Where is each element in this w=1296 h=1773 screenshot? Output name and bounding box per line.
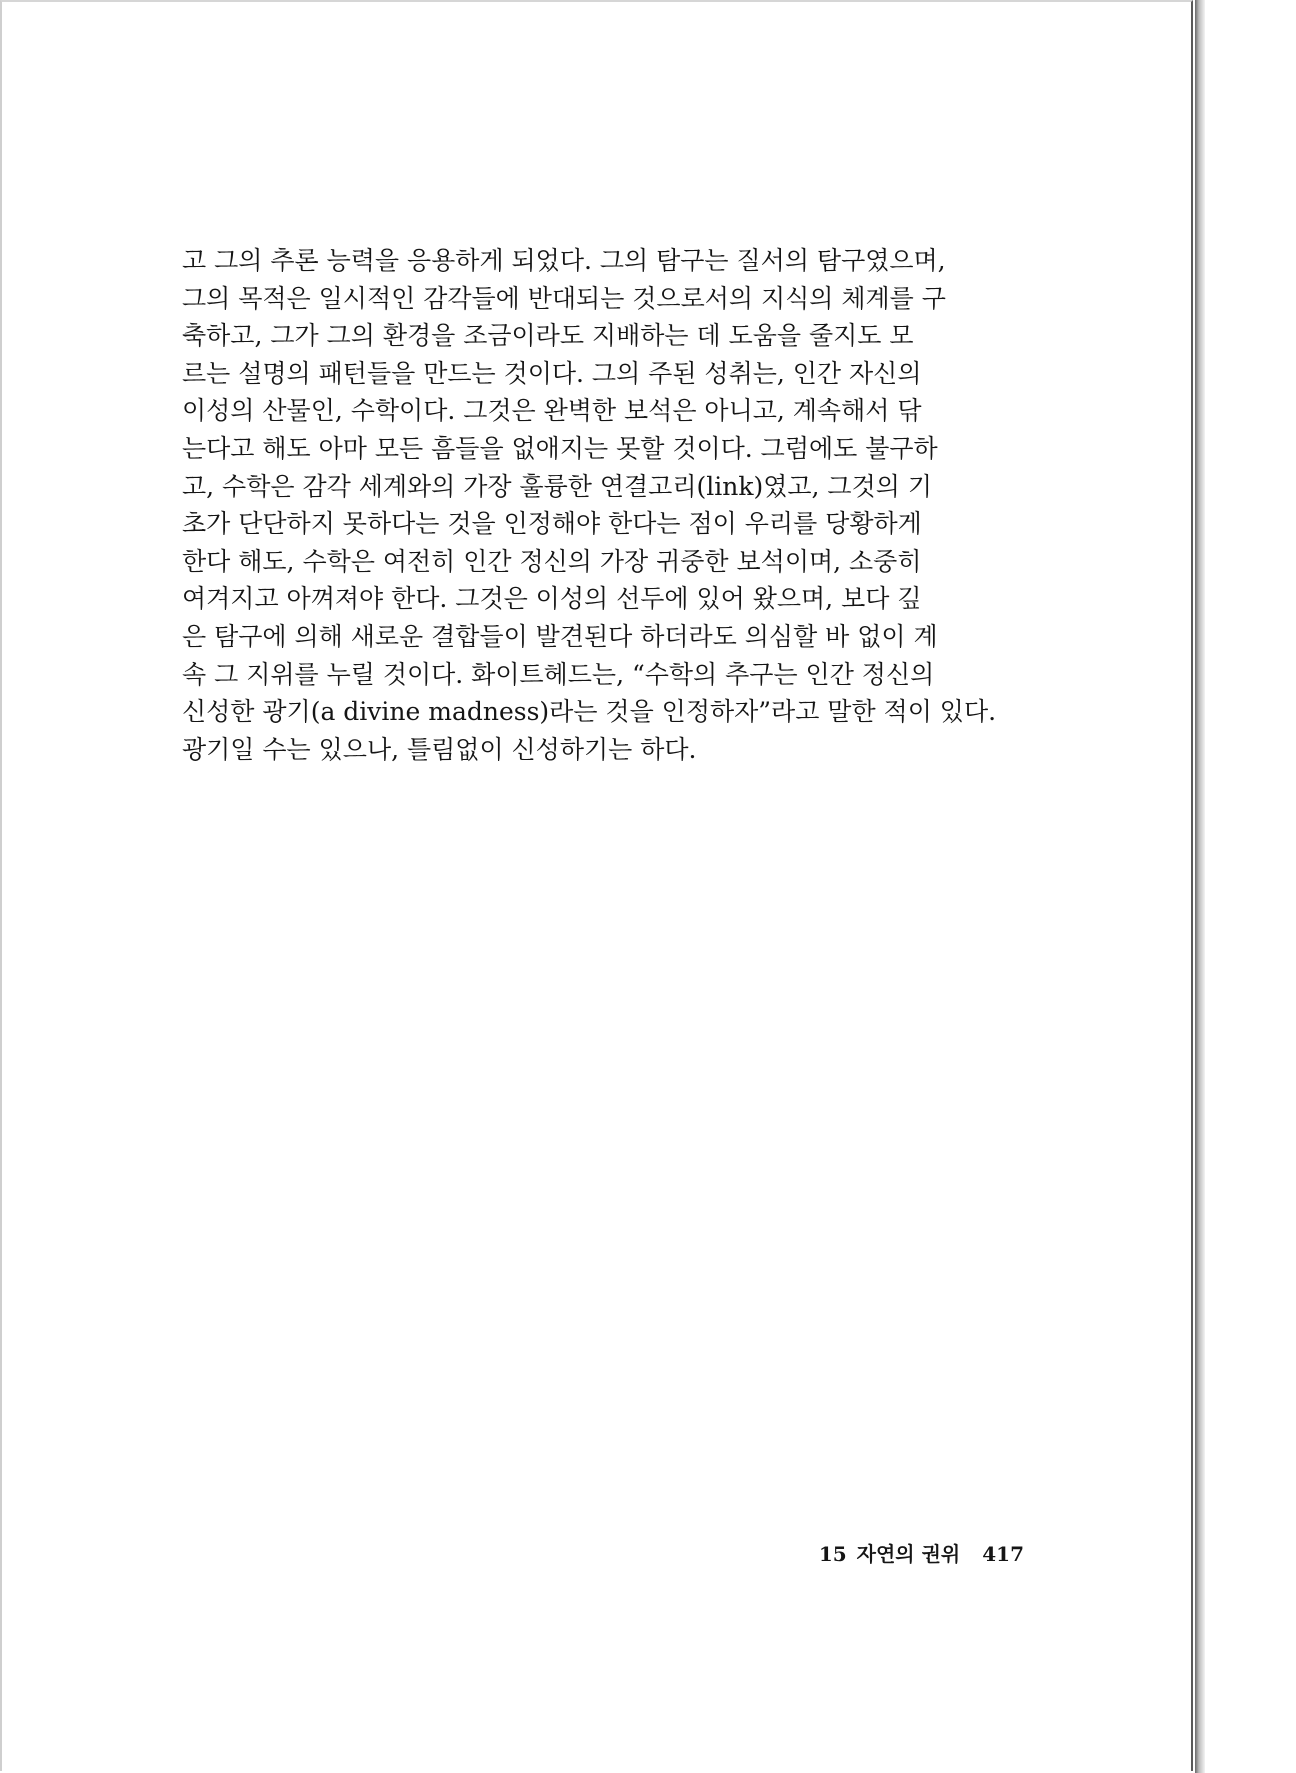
text-line: 초가 단단하지 못하다는 것을 인정해야 한다는 점이 우리를 당황하게 <box>182 509 922 539</box>
text-line: 고 그의 추론 능력을 응용하게 되었다. 그의 탐구는 질서의 탐구였으며, <box>182 246 946 275</box>
text-line: 속 그 지위를 누릴 것이다. 화이트헤드는, “수학의 추구는 인간 정신의 <box>182 659 935 689</box>
page-number: 417 <box>982 1542 1024 1566</box>
text-line: 르는 설명의 패턴들을 만드는 것이다. 그의 주된 성취는, 인간 자신의 <box>182 358 922 388</box>
body-text <box>182 242 1020 768</box>
text-line: 신성한 광기(a divine madness)라는 것을 인정하자”라고 말한 적이 있다. <box>182 697 997 727</box>
chapter-title: 자연의 권위 <box>856 1542 961 1566</box>
text-line: 광기일 수는 있으나, 틀림없이 신성하기는 하다. <box>182 734 697 764</box>
text-line: 축하고, 그가 그의 환경을 조금이라도 지배하는 데 도움을 줄지도 모 <box>182 321 914 351</box>
text-line: 은 탐구에 의해 새로운 결합들이 발견된다 하더라도 의심할 바 없이 계 <box>182 621 938 651</box>
text-line: 여겨지고 아껴져야 한다. 그것은 이성의 선두에 있어 왔으며, 보다 깊 <box>182 584 922 614</box>
text-line: 고, 수학은 감각 세계와의 가장 훌륭한 연결고리(link)였고, 그것의 기 <box>182 471 932 501</box>
page-footer <box>762 1538 1024 1578</box>
text-line: 는다고 해도 아마 모든 흠들을 없애지는 못할 것이다. 그럼에도 불구하 <box>182 433 938 463</box>
text-line: 그의 목적은 일시적인 감각들에 반대되는 것으로서의 지식의 체계를 구 <box>182 283 946 313</box>
page-edge-shadow <box>1195 0 1205 1773</box>
chapter-number: 15 <box>818 1542 847 1566</box>
text-line: 한다 해도, 수학은 여전히 인간 정신의 가장 귀중한 보석이며, 소중히 <box>182 546 922 576</box>
text-line: 이성의 산물인, 수학이다. 그것은 완벽한 보석은 아니고, 계속해서 닦 <box>182 396 922 426</box>
